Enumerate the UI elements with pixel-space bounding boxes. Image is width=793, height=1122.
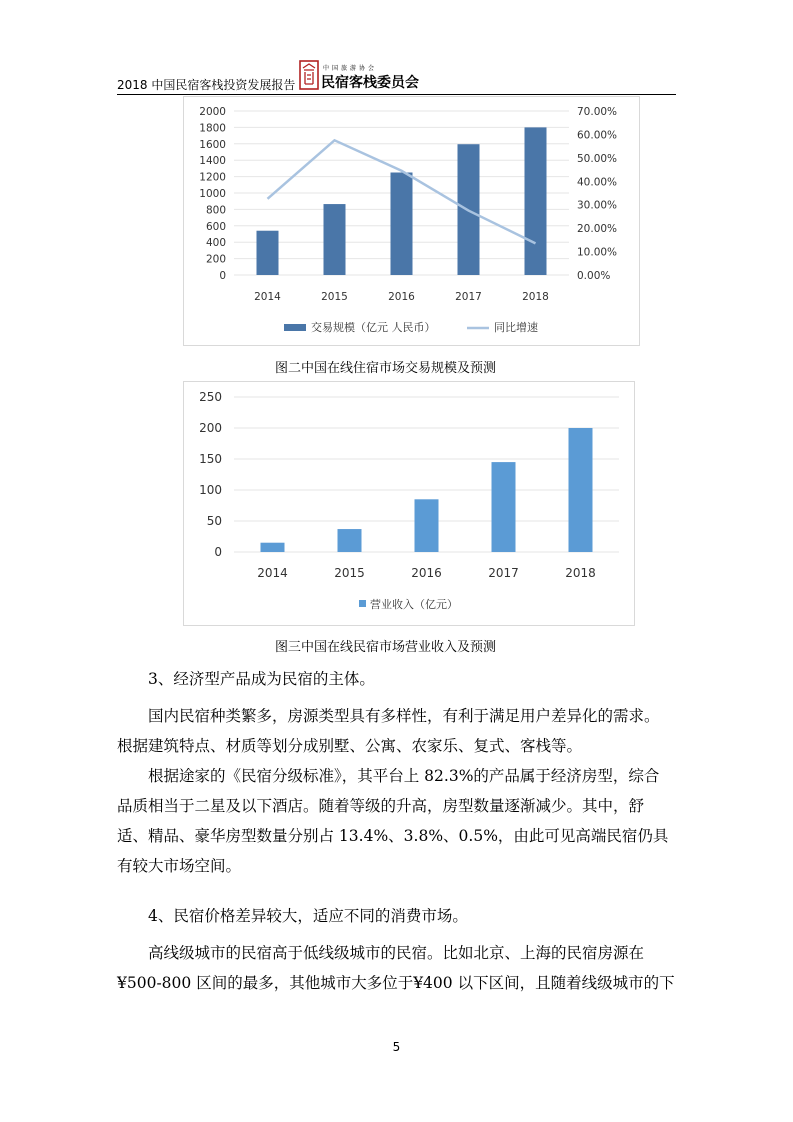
chart2-caption: 图三中国在线民宿市场营业收入及预测 <box>275 640 497 655</box>
y-tick-label: 400 <box>205 237 226 250</box>
bar <box>525 127 547 275</box>
legend-label-line: 同比增速 <box>494 321 538 334</box>
chart2-svg <box>184 382 634 625</box>
bar <box>492 462 516 552</box>
y2-tick-label: 0.00% <box>577 270 611 282</box>
report-title: 2018 中国民宿客栈投资发展报告 <box>117 78 296 92</box>
y-tick-label: 250 <box>199 390 222 404</box>
p2-line2: 品质相当于二星及以下酒店。随着等级的升高，房型数量逐渐减少。其中，舒 <box>117 797 645 815</box>
x-tick-label: 2017 <box>488 566 519 580</box>
y-tick-label: 0 <box>219 270 226 282</box>
logo-big-text: 民宿客栈委员会 <box>321 75 419 91</box>
y-tick-label: 50 <box>206 514 222 528</box>
y2-tick-label: 70.00% <box>577 106 618 118</box>
bar <box>257 231 279 275</box>
bar <box>415 499 439 552</box>
bar <box>324 204 346 275</box>
x-tick-label: 2014 <box>254 291 281 303</box>
bar <box>338 529 362 552</box>
p1-line1: 国内民宿种类繁多，房源类型具有多样性，有利于满足用户差异化的需求。 <box>148 707 660 725</box>
x-tick-label: 2015 <box>334 566 365 580</box>
y2-tick-label: 50.00% <box>577 152 618 165</box>
y2-tick-label: 60.00% <box>577 129 618 142</box>
y-tick-label: 0 <box>214 545 222 559</box>
y-tick-label: 2000 <box>199 106 226 118</box>
y-tick-label: 800 <box>205 204 226 217</box>
header-rule <box>117 94 676 95</box>
legend-swatch <box>359 600 366 607</box>
y-tick-label: 150 <box>199 452 222 466</box>
bar <box>391 173 413 276</box>
p2-line1: 根据途家的《民宿分级标准》，其平台上 82.3%的产品属于经济房型，综合 <box>148 767 660 785</box>
y-tick-label: 1800 <box>199 122 226 135</box>
legend-label: 营业收入（亿元） <box>370 598 458 611</box>
chart-revenue <box>183 381 635 626</box>
y-tick-label: 200 <box>205 253 226 266</box>
p3-line1: 高线级城市的民宿高于低线级城市的民宿。比如北京、上海的民宿房源在 <box>148 944 645 962</box>
association-logo <box>299 60 439 92</box>
y-tick-label: 1000 <box>199 188 226 200</box>
y-tick-label: 1400 <box>199 155 226 168</box>
p2-line4: 有较大市场空间。 <box>117 857 242 875</box>
chart1-caption: 图二中国在线住宿市场交易规模及预测 <box>275 361 497 376</box>
x-tick-label: 2017 <box>455 291 482 303</box>
page-header <box>117 60 676 95</box>
y-tick-label: 600 <box>205 220 226 233</box>
chart1-svg <box>184 97 639 345</box>
chart-transaction-scale <box>183 96 640 346</box>
legend-swatch-bar <box>284 324 306 331</box>
bar <box>261 543 285 552</box>
y2-tick-label: 10.00% <box>577 246 618 259</box>
p1-line2: 根据建筑特点、材质等划分成别墅、公寓、农家乐、复式、客栈等。 <box>117 737 583 755</box>
page-number: 5 <box>392 1040 401 1054</box>
y-tick-label: 200 <box>199 421 222 435</box>
bar <box>569 428 593 552</box>
heading-price: 4、民宿价格差异较大，适应不同的消费市场。 <box>148 907 468 925</box>
y2-tick-label: 30.00% <box>577 199 618 212</box>
p3-line2: ¥500-800 区间的最多，其他城市大多位于¥400 以下区间，且随着线级城市的下 <box>117 974 675 992</box>
legend-label-bar: 交易规模（亿元 人民币） <box>311 321 436 334</box>
y2-tick-label: 20.00% <box>577 223 618 236</box>
x-tick-label: 2016 <box>411 566 442 580</box>
body-text <box>117 664 677 998</box>
seal-icon <box>299 60 319 90</box>
y2-tick-label: 40.00% <box>577 176 618 189</box>
heading-economy: 3、经济型产品成为民宿的主体。 <box>148 670 375 688</box>
x-tick-label: 2016 <box>388 291 415 303</box>
y-tick-label: 1600 <box>199 138 226 151</box>
x-tick-label: 2014 <box>257 566 288 580</box>
y-tick-label: 1200 <box>199 171 226 184</box>
logo-small-text: 中国旅游协会 <box>323 65 378 72</box>
y-tick-label: 100 <box>199 483 222 497</box>
x-tick-label: 2018 <box>522 291 549 303</box>
p2-line3: 适、精品、豪华房型数量分别占 13.4%、3.8%、0.5%，由此可见高端民宿仍具 <box>117 827 669 845</box>
x-tick-label: 2015 <box>321 291 348 303</box>
x-tick-label: 2018 <box>565 566 596 580</box>
